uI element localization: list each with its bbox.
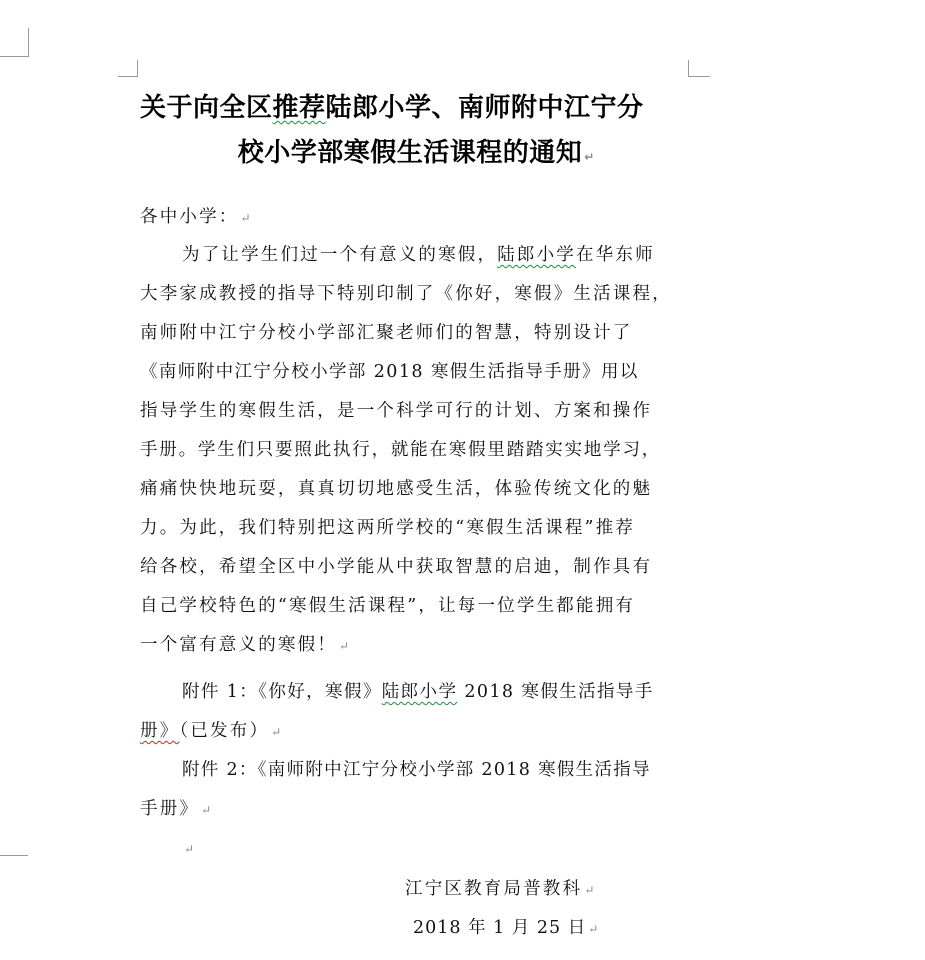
body-line: 手册。学生们只要照此执行，就能在寒假里踏踏实实地学习， <box>140 440 662 460</box>
attachment-1 <box>182 680 692 704</box>
attachment-text: 2018 寒假生活指导手 <box>457 682 654 702</box>
attachment-text: （已发布） <box>179 721 270 741</box>
title-text: 陆郎小学、南师附中江宁分 <box>325 93 644 123</box>
page-corner-mark <box>0 56 29 57</box>
paragraph-mark: ↵ <box>240 211 251 225</box>
attachment-2: 附件 2：《南师附中江宁分校小学部 2018 寒假生活指导 <box>182 760 651 780</box>
body-text: 一个富有意义的寒假！ <box>140 635 337 655</box>
attachment-text: 册》 <box>140 721 180 741</box>
paragraph-mark: ↵ <box>201 803 212 817</box>
paragraph-mark: ↵ <box>184 842 195 856</box>
attachment-text: 陆郎小学 <box>381 682 458 702</box>
paragraph-mark: ↵ <box>584 150 595 164</box>
greeting <box>140 205 692 230</box>
signature-date-text: 2018 年 1 月 25 日 <box>413 918 587 938</box>
signature-org-text: 江宁区教育局普教科 <box>405 879 583 899</box>
body-line <box>140 633 692 658</box>
body-line: 指导学生的寒假生活，是一个科学可行的计划、方案和操作 <box>140 401 653 421</box>
paragraph-mark: ↵ <box>584 883 595 897</box>
paragraph-mark: ↵ <box>271 725 282 739</box>
page-corner-mark <box>28 28 29 56</box>
title-text: 校小学部寒假生活课程的通知 <box>237 138 583 168</box>
paragraph-mark: ↵ <box>588 922 599 936</box>
attachment-text: 手册》 <box>140 799 200 819</box>
body-line: 自己学校特色的“寒假生活课程”，让每一位学生都能拥有 <box>140 596 636 616</box>
margin-corner-mark <box>137 60 138 77</box>
body-text: 在华东师 <box>576 245 655 265</box>
body-line: 力。为此，我们特别把这两所学校的“寒假生活课程”推荐 <box>140 518 636 538</box>
body-line: 南师附中江宁分校小学部汇聚老师们的智慧，特别设计了 <box>140 323 633 343</box>
body-line: 给各校，希望全区中小学能从中获取智慧的启迪，制作具有 <box>140 557 653 577</box>
document-title <box>140 83 690 133</box>
attachment-text: 附件 1：《你好，寒假》 <box>182 682 382 702</box>
empty-paragraph <box>182 836 692 861</box>
page-edge-mark <box>0 855 28 856</box>
body-line <box>182 243 692 267</box>
signature-date <box>413 916 673 941</box>
attachment-2-cont <box>140 797 692 822</box>
paragraph-mark: ↵ <box>339 639 350 653</box>
body-text: 为了让学生们过一个有意义的寒假， <box>182 245 498 265</box>
greeting-text: 各中小学： <box>140 207 239 227</box>
margin-corner-mark <box>118 76 138 77</box>
title-text: 关于向全区 <box>140 93 273 123</box>
attachment-1-cont <box>140 719 692 744</box>
body-line: 痛痛快快地玩耍，真真切切地感受生活，体验传统文化的魅 <box>140 479 653 499</box>
title-text: 推荐 <box>272 93 326 123</box>
body-line: 大李家成教授的指导下特别印制了《你好，寒假》生活课程， <box>140 284 672 304</box>
margin-corner-mark <box>688 76 710 77</box>
body-text: 陆郎小学 <box>497 245 577 265</box>
body-line: 《南师附中江宁分校小学部 2018 寒假生活指导手册》用以 <box>140 362 639 382</box>
document-title-line2 <box>140 128 692 182</box>
signature-org <box>405 877 665 902</box>
margin-corner-mark <box>688 60 689 77</box>
